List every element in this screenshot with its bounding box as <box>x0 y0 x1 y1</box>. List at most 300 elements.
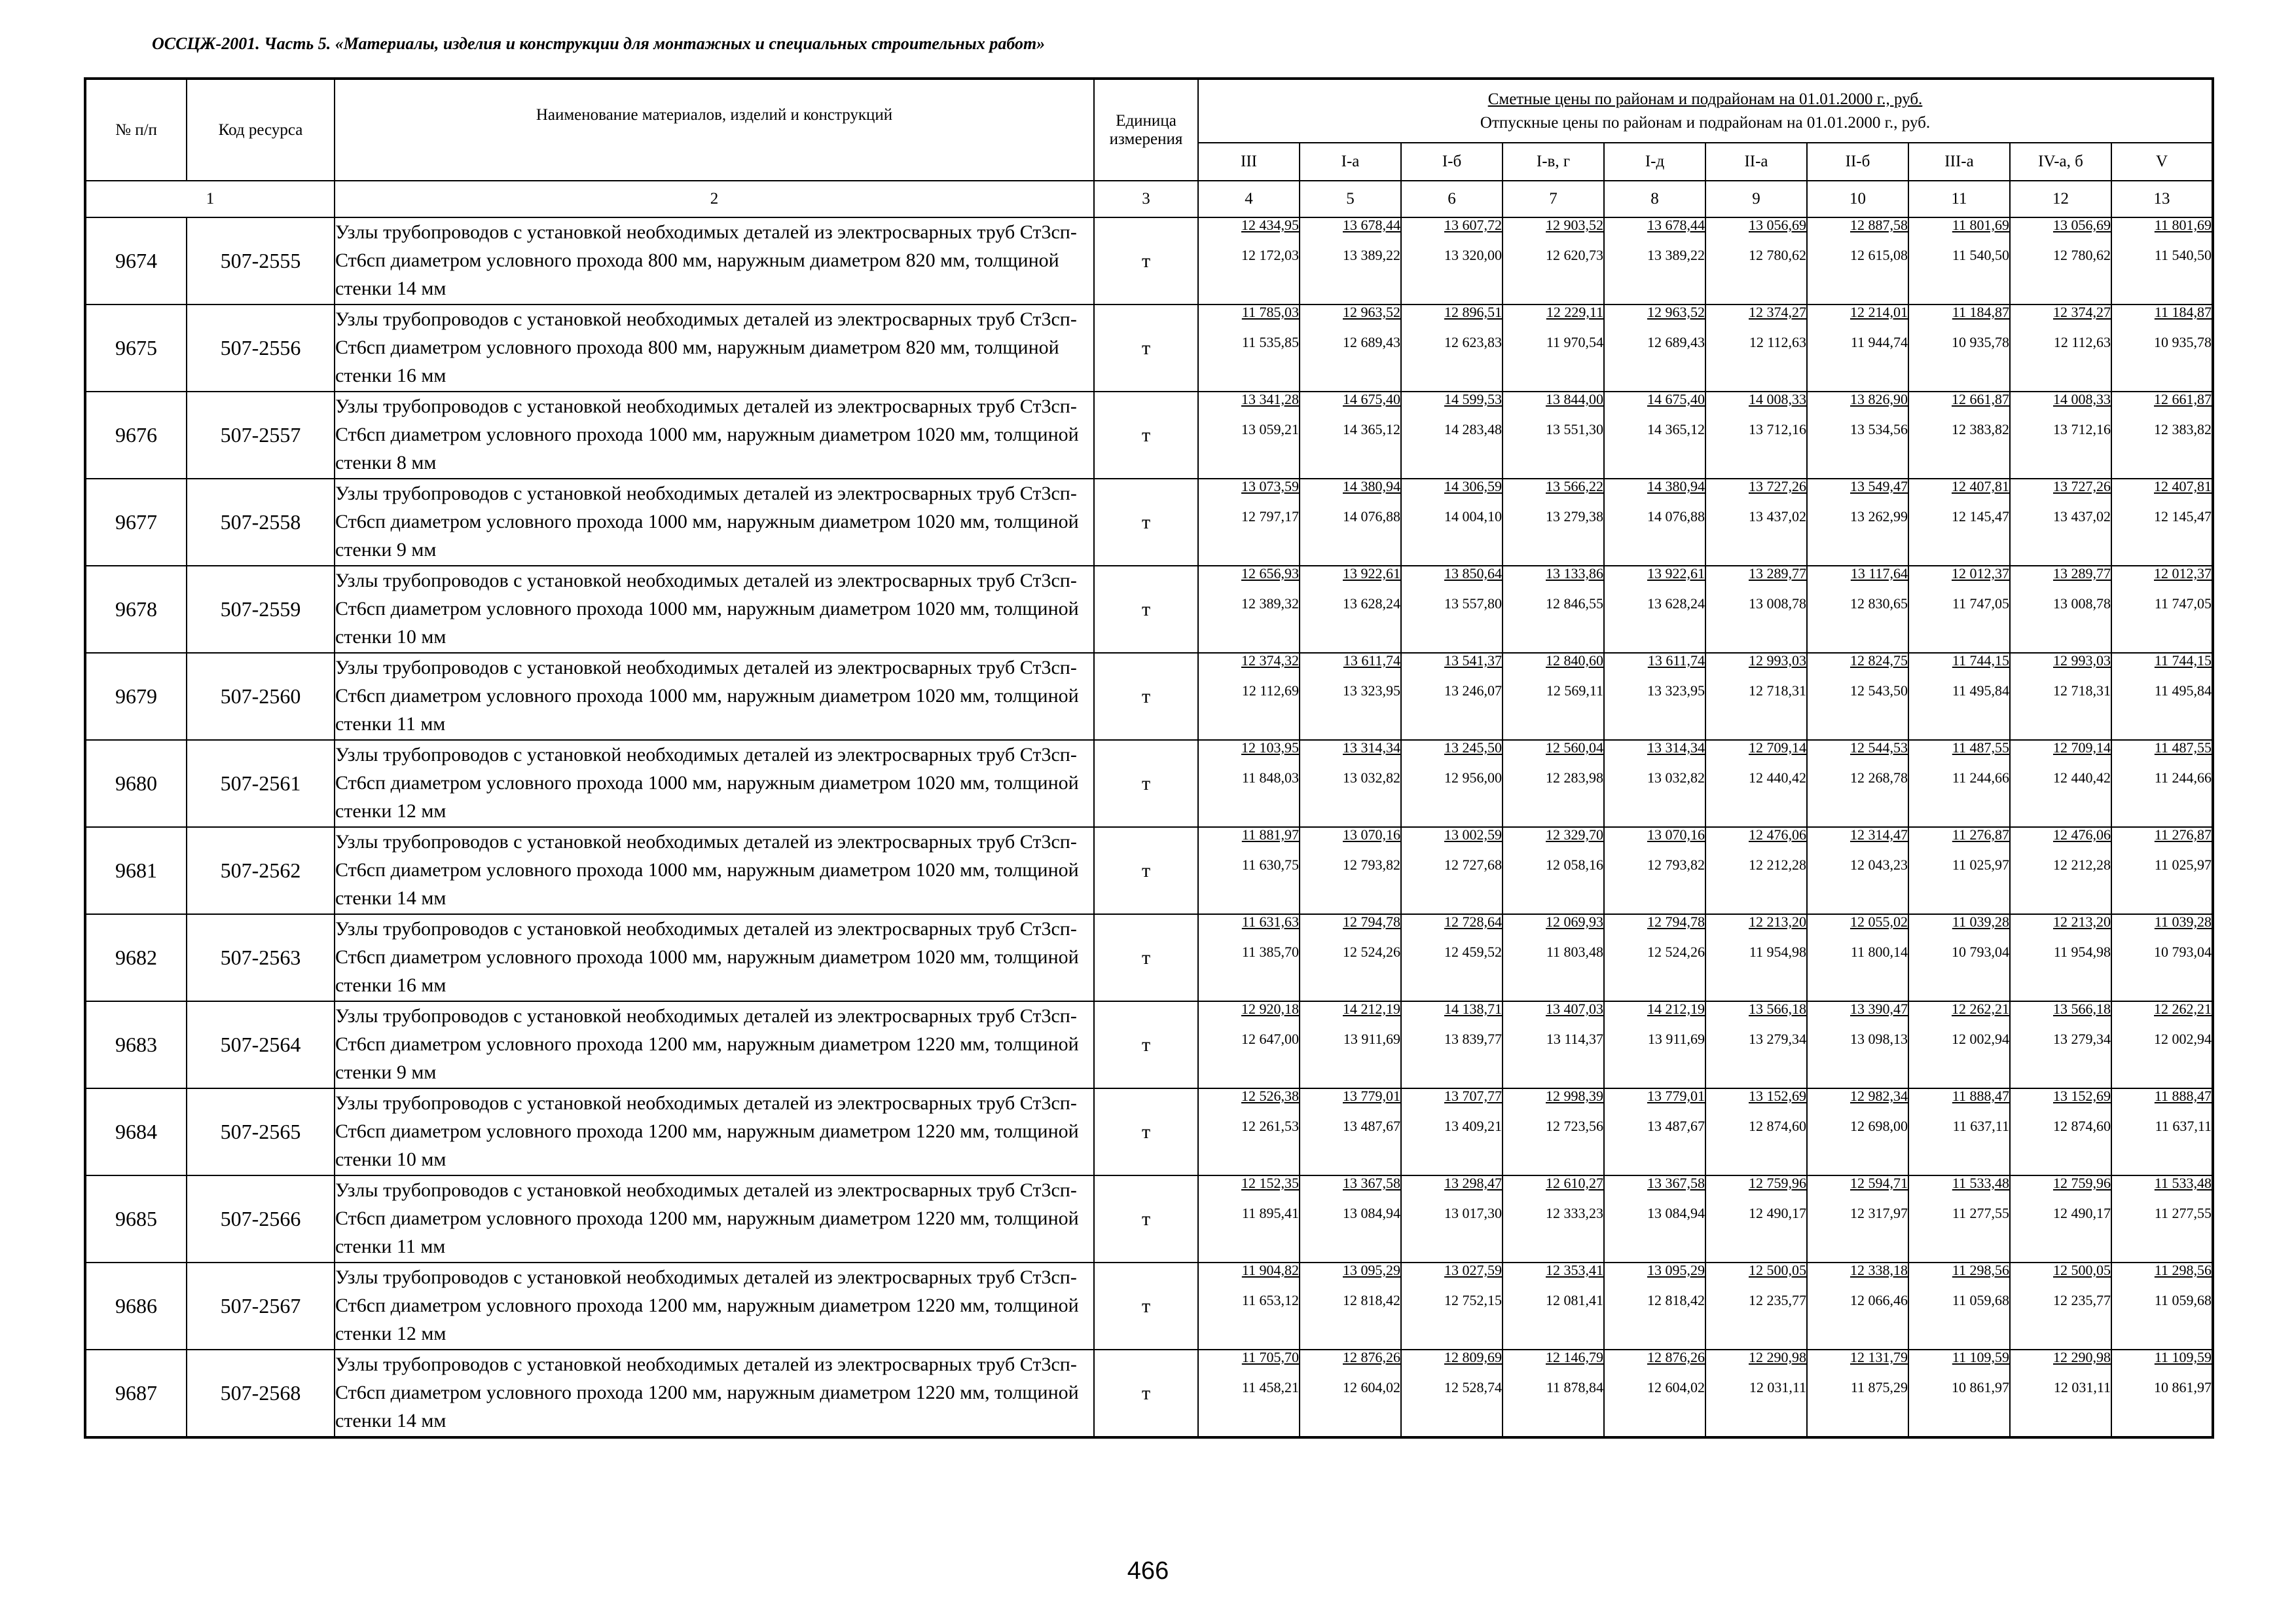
price-cell <box>2111 740 2213 827</box>
release-price: 11 025,97 <box>1952 857 2009 873</box>
release-price: 11 540,50 <box>1952 247 2009 263</box>
release-price: 13 487,67 <box>1343 1118 1400 1134</box>
region-header: I-в, г <box>1503 143 1604 181</box>
region-header: II-б <box>1807 143 1908 181</box>
price-cell <box>1705 653 1807 740</box>
release-price: 13 084,94 <box>1647 1205 1705 1221</box>
price-cell <box>1705 1001 1807 1088</box>
price-cell <box>2111 1175 2213 1263</box>
estimate-price: 11 298,56 <box>2154 1262 2212 1278</box>
estimate-price: 12 963,52 <box>1647 304 1705 320</box>
estimate-price: 11 109,59 <box>1952 1349 2009 1365</box>
price-cell <box>1401 740 1503 827</box>
estimate-price: 12 374,27 <box>2053 304 2111 320</box>
estimate-price: 14 008,33 <box>1749 391 1806 407</box>
unit-of-measure: т <box>1094 914 1198 1001</box>
release-price: 11 895,41 <box>1241 1205 1299 1221</box>
price-cell <box>1401 479 1503 566</box>
release-price: 12 389,32 <box>1241 595 1299 612</box>
estimate-price: 11 533,48 <box>1952 1175 2009 1191</box>
price-cell <box>2010 566 2111 653</box>
estimate-price: 14 212,19 <box>1647 1001 1705 1017</box>
price-cell <box>2010 740 2111 827</box>
material-name: Узлы трубопроводов с установкой необходимых деталей из электросварных труб Ст3сп-Ст6сп диаметром условного прохода 1200 мм, наружным диаметром 1220 мм, толщиной стенки 9 мм <box>335 1001 1094 1088</box>
unit-of-measure: т <box>1094 653 1198 740</box>
estimate-price: 14 212,19 <box>1343 1001 1400 1017</box>
price-cell <box>1807 566 1908 653</box>
estimate-price: 11 881,97 <box>1241 826 1299 843</box>
estimate-price: 11 801,69 <box>1952 217 2009 233</box>
estimate-price: 13 678,44 <box>1647 217 1705 233</box>
price-cell <box>1807 1350 1908 1437</box>
estimate-price: 11 785,03 <box>1241 304 1299 320</box>
estimate-price: 11 744,15 <box>2154 652 2212 669</box>
material-name: Узлы трубопроводов с установкой необходимых деталей из электросварных труб Ст3сп-Ст6сп диаметром условного прохода 1200 мм, наружным диаметром 1220 мм, толщиной стенки 14 мм <box>335 1350 1094 1437</box>
price-cell <box>1401 304 1503 392</box>
price-cell <box>1705 1175 1807 1263</box>
release-price: 10 861,97 <box>2154 1379 2212 1395</box>
table-row <box>85 1001 2213 1088</box>
release-price: 11 277,55 <box>2154 1205 2212 1221</box>
price-cell <box>1908 914 2010 1001</box>
estimate-price: 11 801,69 <box>2154 217 2212 233</box>
estimate-price: 13 566,18 <box>2053 1001 2111 1017</box>
estimate-price: 13 070,16 <box>1343 826 1400 843</box>
region-header: V <box>2111 143 2213 181</box>
release-price: 12 440,42 <box>2053 769 2111 786</box>
price-cell <box>1807 217 1908 304</box>
price-cell <box>1401 1088 1503 1175</box>
table-row <box>85 1175 2213 1263</box>
price-cell <box>1705 566 1807 653</box>
resource-code: 507-2557 <box>187 392 335 479</box>
release-price: 12 333,23 <box>1546 1205 1603 1221</box>
release-price: 12 727,68 <box>1444 857 1502 873</box>
price-cell <box>1401 1350 1503 1437</box>
release-price: 14 365,12 <box>1647 421 1705 437</box>
estimate-price: 12 982,34 <box>1850 1088 1908 1104</box>
column-number: 12 <box>2010 181 2111 217</box>
price-cell <box>1401 1263 1503 1350</box>
price-cell <box>2010 1175 2111 1263</box>
price-cell <box>1908 304 2010 392</box>
price-cell <box>1300 740 1401 827</box>
estimate-price: 12 290,98 <box>2053 1349 2111 1365</box>
resource-code: 507-2566 <box>187 1175 335 1263</box>
price-cell <box>1503 479 1604 566</box>
release-price: 12 604,02 <box>1343 1379 1400 1395</box>
price-cell <box>1908 1263 2010 1350</box>
price-cell <box>1908 566 2010 653</box>
estimate-price: 11 039,28 <box>1952 913 2009 930</box>
estimate-price: 13 002,59 <box>1444 826 1502 843</box>
price-cell <box>1604 740 1705 827</box>
release-price: 12 874,60 <box>1749 1118 1806 1134</box>
region-header: I-а <box>1300 143 1401 181</box>
estimate-price: 12 560,04 <box>1546 739 1603 756</box>
unit-of-measure: т <box>1094 740 1198 827</box>
estimate-price: 13 727,26 <box>1749 478 1806 494</box>
estimate-price: 12 407,81 <box>2154 478 2212 494</box>
release-price: 11 954,98 <box>2053 944 2111 960</box>
table-row <box>85 1350 2213 1437</box>
estimate-price: 13 133,86 <box>1546 565 1603 581</box>
release-price: 13 911,69 <box>1343 1031 1400 1047</box>
column-number: 7 <box>1503 181 1604 217</box>
estimate-price: 12 661,87 <box>2154 391 2212 407</box>
release-price: 11 875,29 <box>1850 1379 1908 1395</box>
row-number: 9679 <box>85 653 187 740</box>
release-price: 12 235,77 <box>1749 1292 1806 1308</box>
release-price: 11 954,98 <box>1749 944 1806 960</box>
estimate-price: 11 744,15 <box>1952 652 2009 669</box>
table-row <box>85 914 2213 1001</box>
table-row <box>85 392 2213 479</box>
estimate-price: 12 759,96 <box>1749 1175 1806 1191</box>
estimate-price: 14 675,40 <box>1343 391 1400 407</box>
release-price: 12 793,82 <box>1647 857 1705 873</box>
estimate-price: 12 476,06 <box>2053 826 2111 843</box>
release-price: 12 689,43 <box>1343 334 1400 350</box>
region-header: IV-а, б <box>2010 143 2111 181</box>
release-price: 12 145,47 <box>2154 508 2212 525</box>
table-row <box>85 1088 2213 1175</box>
estimate-price: 13 314,34 <box>1343 739 1400 756</box>
estimate-price: 12 794,78 <box>1647 913 1705 930</box>
unit-of-measure: т <box>1094 1175 1198 1263</box>
row-number: 9681 <box>85 827 187 914</box>
release-price: 14 283,48 <box>1444 421 1502 437</box>
release-price: 11 803,48 <box>1546 944 1603 960</box>
row-number: 9687 <box>85 1350 187 1437</box>
material-name: Узлы трубопроводов с установкой необходимых деталей из электросварных труб Ст3сп-Ст6сп диаметром условного прохода 800 мм, наружным диаметром 820 мм, толщиной стенки 14 мм <box>335 217 1094 304</box>
estimate-price: 12 374,32 <box>1241 652 1299 669</box>
estimate-price: 13 707,77 <box>1444 1088 1502 1104</box>
estimate-price: 12 055,02 <box>1850 913 1908 930</box>
estimate-price: 13 541,37 <box>1444 652 1502 669</box>
release-price: 12 081,41 <box>1546 1292 1603 1308</box>
release-price: 12 623,83 <box>1444 334 1502 350</box>
price-cell <box>1503 740 1604 827</box>
release-price: 11 495,84 <box>2154 682 2212 699</box>
price-cell <box>1705 1350 1807 1437</box>
col-header-prices <box>1198 79 2213 143</box>
material-name: Узлы трубопроводов с установкой необходимых деталей из электросварных труб Ст3сп-Ст6сп диаметром условного прохода 1000 мм, наружным диаметром 1020 мм, толщиной стенки 9 мм <box>335 479 1094 566</box>
estimate-price: 11 298,56 <box>1952 1262 2009 1278</box>
table-row <box>85 827 2213 914</box>
price-cell <box>1604 566 1705 653</box>
price-cell <box>1503 653 1604 740</box>
release-price: 11 244,66 <box>2154 769 2212 786</box>
estimate-price: 13 844,00 <box>1546 391 1603 407</box>
estimate-price: 14 599,53 <box>1444 391 1502 407</box>
estimate-price: 11 487,55 <box>1952 739 2009 756</box>
price-cell <box>1705 217 1807 304</box>
release-price: 14 004,10 <box>1444 508 1502 525</box>
release-price: 13 323,95 <box>1647 682 1705 699</box>
column-number: 9 <box>1705 181 1807 217</box>
estimate-price: 12 840,60 <box>1546 652 1603 669</box>
release-price: 13 911,69 <box>1647 1031 1705 1047</box>
price-cell <box>1300 566 1401 653</box>
release-price: 14 076,88 <box>1647 508 1705 525</box>
price-cell <box>1300 1263 1401 1350</box>
release-price: 12 212,28 <box>1749 857 1806 873</box>
estimate-price: 12 214,01 <box>1850 304 1908 320</box>
estimate-price: 11 705,70 <box>1241 1349 1299 1365</box>
price-cell <box>2111 304 2213 392</box>
column-number: 10 <box>1807 181 1908 217</box>
estimate-price: 13 678,44 <box>1343 217 1400 233</box>
release-price: 12 793,82 <box>1343 857 1400 873</box>
release-price: 14 076,88 <box>1343 508 1400 525</box>
release-price: 12 698,00 <box>1850 1118 1908 1134</box>
release-price: 13 279,34 <box>2053 1031 2111 1047</box>
release-price: 13 712,16 <box>2053 421 2111 437</box>
estimate-price: 11 487,55 <box>2154 739 2212 756</box>
price-cell <box>1705 304 1807 392</box>
release-price: 11 277,55 <box>1952 1205 2009 1221</box>
release-price: 11 059,68 <box>2154 1292 2212 1308</box>
release-price: 12 031,11 <box>2053 1379 2111 1395</box>
price-cell <box>1198 217 1300 304</box>
price-cell <box>1300 914 1401 1001</box>
release-price: 13 628,24 <box>1647 595 1705 612</box>
price-cell <box>2111 566 2213 653</box>
estimate-price: 12 012,37 <box>1952 565 2009 581</box>
price-cell <box>2111 392 2213 479</box>
release-price: 12 780,62 <box>2053 247 2111 263</box>
price-cell <box>1908 1350 2010 1437</box>
release-price: 12 235,77 <box>2053 1292 2111 1308</box>
estimate-price: 13 341,28 <box>1241 391 1299 407</box>
estimate-price: 14 380,94 <box>1343 478 1400 494</box>
release-price: 11 244,66 <box>1952 769 2009 786</box>
row-number: 9685 <box>85 1175 187 1263</box>
price-cell <box>1300 217 1401 304</box>
release-price: 11 878,84 <box>1546 1379 1603 1395</box>
region-header: II-а <box>1705 143 1807 181</box>
estimate-price: 13 407,03 <box>1546 1001 1603 1017</box>
page-header: ОССЦЖ-2001. Часть 5. «Материалы, изделия и конструкции для монтажных и специальных строительных работ» <box>152 34 1046 53</box>
estimate-price: 12 656,93 <box>1241 565 1299 581</box>
price-cell <box>1503 1088 1604 1175</box>
release-price: 13 059,21 <box>1241 421 1299 437</box>
estimate-price: 13 367,58 <box>1343 1175 1400 1191</box>
price-cell <box>1503 392 1604 479</box>
release-price: 12 569,11 <box>1546 682 1603 699</box>
release-price: 14 365,12 <box>1343 421 1400 437</box>
price-cell <box>1807 1088 1908 1175</box>
region-header: III <box>1198 143 1300 181</box>
estimate-price: 12 963,52 <box>1343 304 1400 320</box>
estimate-price: 12 728,64 <box>1444 913 1502 930</box>
price-cell <box>1300 827 1401 914</box>
price-cell <box>1908 1175 2010 1263</box>
column-number: 3 <box>1094 181 1198 217</box>
release-price: 11 637,11 <box>2155 1118 2212 1134</box>
column-number: 5 <box>1300 181 1401 217</box>
material-name: Узлы трубопроводов с установкой необходимых деталей из электросварных труб Ст3сп-Ст6сп диаметром условного прохода 1200 мм, наружным диаметром 1220 мм, толщиной стенки 10 мм <box>335 1088 1094 1175</box>
estimate-price: 12 012,37 <box>2154 565 2212 581</box>
estimate-price: 11 533,48 <box>2154 1175 2212 1191</box>
table-row <box>85 566 2213 653</box>
resource-code: 507-2560 <box>187 653 335 740</box>
price-cell <box>1401 1175 1503 1263</box>
release-price: 11 458,21 <box>1241 1379 1299 1395</box>
price-cell <box>1198 914 1300 1001</box>
table-row <box>85 479 2213 566</box>
unit-of-measure: т <box>1094 392 1198 479</box>
release-price: 11 944,74 <box>1850 334 1908 350</box>
material-name: Узлы трубопроводов с установкой необходимых деталей из электросварных труб Ст3сп-Ст6сп диаметром условного прохода 1000 мм, наружным диаметром 1020 мм, толщиной стенки 11 мм <box>335 653 1094 740</box>
release-price: 12 043,23 <box>1850 857 1908 873</box>
release-price: 11 637,11 <box>1952 1118 2009 1134</box>
estimate-price: 12 993,03 <box>2053 652 2111 669</box>
release-price: 13 437,02 <box>1749 508 1806 525</box>
price-cell <box>1198 1263 1300 1350</box>
price-cell <box>1198 304 1300 392</box>
price-cell <box>1705 914 1807 1001</box>
release-price: 12 490,17 <box>1749 1205 1806 1221</box>
release-price: 12 112,69 <box>1241 682 1299 699</box>
release-price: 13 839,77 <box>1444 1031 1502 1047</box>
release-price: 12 689,43 <box>1647 334 1705 350</box>
table-row <box>85 740 2213 827</box>
price-cell <box>2010 1001 2111 1088</box>
release-price: 13 409,21 <box>1444 1118 1502 1134</box>
estimate-price: 12 759,96 <box>2053 1175 2111 1191</box>
price-cell <box>1198 1001 1300 1088</box>
price-cell <box>1503 566 1604 653</box>
resource-code: 507-2555 <box>187 217 335 304</box>
price-cell <box>1604 1350 1705 1437</box>
estimate-price: 13 922,61 <box>1343 565 1400 581</box>
estimate-price: 12 903,52 <box>1546 217 1603 233</box>
price-cell <box>1807 740 1908 827</box>
estimate-price: 14 675,40 <box>1647 391 1705 407</box>
estimate-price: 12 329,70 <box>1546 826 1603 843</box>
estimate-price: 13 289,77 <box>1749 565 1806 581</box>
column-number-row <box>85 181 2213 217</box>
material-name: Узлы трубопроводов с установкой необходимых деталей из электросварных труб Ст3сп-Ст6сп диаметром условного прохода 800 мм, наружным диаметром 820 мм, толщиной стенки 16 мм <box>335 304 1094 392</box>
release-price: 11 800,14 <box>1850 944 1908 960</box>
release-price: 12 780,62 <box>1749 247 1806 263</box>
price-cell <box>1908 827 2010 914</box>
estimate-price: 12 213,20 <box>1749 913 1806 930</box>
price-cell <box>2010 827 2111 914</box>
estimate-price: 12 407,81 <box>1952 478 2009 494</box>
release-price: 12 112,63 <box>1749 334 1806 350</box>
price-cell <box>2111 1350 2213 1437</box>
estimate-price: 13 566,18 <box>1749 1001 1806 1017</box>
release-price: 13 114,37 <box>1546 1031 1603 1047</box>
price-cell <box>2111 827 2213 914</box>
price-cell <box>1908 1001 2010 1088</box>
release-price: 13 323,95 <box>1343 682 1400 699</box>
column-number: 11 <box>1908 181 2010 217</box>
price-cell <box>1503 1175 1604 1263</box>
release-price: 13 032,82 <box>1343 769 1400 786</box>
release-price: 13 628,24 <box>1343 595 1400 612</box>
release-price: 13 279,38 <box>1546 508 1603 525</box>
price-cell <box>2111 217 2213 304</box>
price-cell <box>1604 1001 1705 1088</box>
release-price: 13 017,30 <box>1444 1205 1502 1221</box>
release-price: 12 031,11 <box>1749 1379 1806 1395</box>
resource-code: 507-2564 <box>187 1001 335 1088</box>
release-price: 11 747,05 <box>1952 595 2009 612</box>
price-cell <box>2111 479 2213 566</box>
price-cell <box>1604 479 1705 566</box>
resource-code: 507-2563 <box>187 914 335 1001</box>
release-price: 12 261,53 <box>1241 1118 1299 1134</box>
material-name: Узлы трубопроводов с установкой необходимых деталей из электросварных труб Ст3сп-Ст6сп диаметром условного прохода 1200 мм, наружным диаметром 1220 мм, толщиной стенки 12 мм <box>335 1263 1094 1350</box>
release-price: 13 008,78 <box>2053 595 2111 612</box>
unit-of-measure: т <box>1094 479 1198 566</box>
estimate-price: 12 920,18 <box>1241 1001 1299 1017</box>
release-price: 10 793,04 <box>2154 944 2212 960</box>
estimate-price: 12 131,79 <box>1850 1349 1908 1365</box>
price-cell <box>1908 1088 2010 1175</box>
col-header-name: Наименование материалов, изделий и конструкций <box>335 79 1094 181</box>
estimate-price: 12 809,69 <box>1444 1349 1502 1365</box>
release-price: 13 557,80 <box>1444 595 1502 612</box>
estimate-price: 11 631,63 <box>1241 913 1299 930</box>
row-number: 9686 <box>85 1263 187 1350</box>
release-price: 13 551,30 <box>1546 421 1603 437</box>
estimate-price: 12 876,26 <box>1647 1349 1705 1365</box>
estimate-price: 12 594,71 <box>1850 1175 1908 1191</box>
resource-code: 507-2556 <box>187 304 335 392</box>
price-cell <box>1908 479 2010 566</box>
price-cell <box>1401 392 1503 479</box>
resource-code: 507-2567 <box>187 1263 335 1350</box>
row-number: 9683 <box>85 1001 187 1088</box>
price-cell <box>1300 1001 1401 1088</box>
price-cell <box>1604 304 1705 392</box>
price-cell <box>2111 914 2213 1001</box>
estimate-price: 12 152,35 <box>1241 1175 1299 1191</box>
price-cell <box>2010 392 2111 479</box>
release-price: 12 718,31 <box>2053 682 2111 699</box>
release-price: 12 752,15 <box>1444 1292 1502 1308</box>
price-table <box>84 77 2214 1439</box>
release-price: 13 389,22 <box>1343 247 1400 263</box>
estimate-price: 11 276,87 <box>1952 826 2009 843</box>
unit-of-measure: т <box>1094 827 1198 914</box>
release-price: 12 647,00 <box>1241 1031 1299 1047</box>
price-cell <box>1198 1088 1300 1175</box>
price-cell <box>1300 304 1401 392</box>
release-price: 12 524,26 <box>1343 944 1400 960</box>
release-price: 12 383,82 <box>2154 421 2212 437</box>
prices-release-title: Отпускные цены по районам и подрайонам на 01.01.2000 г., руб. <box>1480 113 1931 132</box>
material-name: Узлы трубопроводов с установкой необходимых деталей из электросварных труб Ст3сп-Ст6сп диаметром условного прохода 1000 мм, наружным диаметром 1020 мм, толщиной стенки 14 мм <box>335 827 1094 914</box>
price-cell <box>1198 1350 1300 1437</box>
price-cell <box>1604 217 1705 304</box>
release-price: 12 145,47 <box>1952 508 2009 525</box>
release-price: 12 818,42 <box>1647 1292 1705 1308</box>
release-price: 13 262,99 <box>1850 508 1908 525</box>
price-cell <box>1503 1001 1604 1088</box>
price-cell <box>1807 1001 1908 1088</box>
price-cell <box>2010 1350 2111 1437</box>
row-number: 9682 <box>85 914 187 1001</box>
price-cell <box>2111 1263 2213 1350</box>
estimate-price: 11 904,82 <box>1241 1262 1299 1278</box>
release-price: 12 490,17 <box>2053 1205 2111 1221</box>
